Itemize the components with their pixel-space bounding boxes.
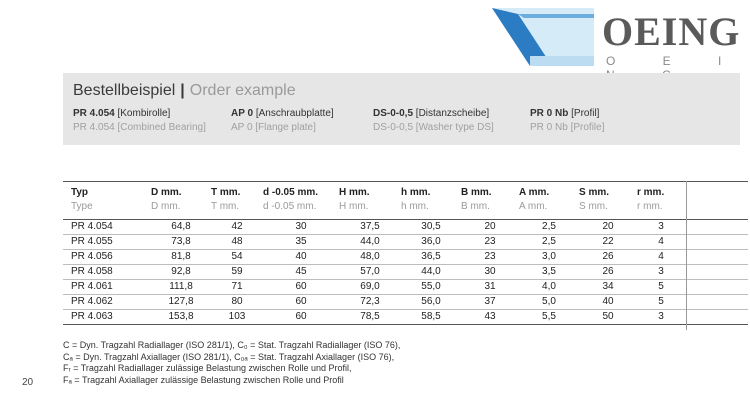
table-right-divider (686, 181, 687, 330)
header-s: S mm. (579, 187, 610, 198)
table-cell: 44,0 (360, 236, 380, 247)
table-cell: 111,8 (169, 281, 193, 292)
table-cell: 3 (658, 266, 664, 277)
cell-type: PR 4.061 (71, 281, 113, 292)
table-cell: 3 (658, 221, 664, 232)
header-d-inner-en: d -0.05 mm. (263, 201, 317, 212)
table-cell: 36,0 (421, 236, 441, 247)
table-header-row-de (63, 182, 748, 201)
table-cell: 36,5 (421, 251, 441, 262)
table-cell: 23 (484, 251, 496, 262)
header-s-en: S mm. (579, 201, 608, 212)
table-cell: 42 (231, 221, 243, 232)
table-cell-empty (685, 265, 748, 280)
footnote: Cₐ = Dyn. Tragzahl Axiallager (ISO 281/1), C₀ₐ = Stat. Tragzahl Axiallager (ISO 76), (63, 351, 395, 362)
order-title-separator: | (180, 82, 185, 99)
page-number: 20 (22, 377, 34, 388)
table-cell: 71 (231, 281, 243, 292)
table-cell: 37 (484, 296, 496, 307)
table-cell-empty (685, 220, 748, 235)
table-cell: 58,5 (421, 311, 441, 322)
table-cell: 72,3 (360, 296, 380, 307)
table-cell: 4 (658, 236, 664, 247)
order-title-en: Order example (189, 82, 296, 99)
table-cell: 22 (602, 236, 614, 247)
table-cell: 69,0 (360, 281, 380, 292)
table-cell: 43 (484, 311, 496, 322)
table-cell: 26 (602, 251, 614, 262)
table-cell: 103 (228, 311, 246, 322)
table-row (63, 265, 748, 280)
brand-name: OEING (602, 9, 741, 54)
table-cell: 20 (484, 221, 496, 232)
table-cell: 26 (602, 266, 614, 277)
cell-type: PR 4.058 (71, 266, 113, 277)
header-t-en: T mm. (211, 201, 240, 212)
header-h-upper-en: H mm. (339, 201, 369, 212)
table-cell: 5 (658, 281, 664, 292)
table-cell: 64,8 (171, 221, 191, 232)
table-cell: 20 (602, 221, 614, 232)
table-cell: 48 (231, 236, 243, 247)
table-row (63, 220, 748, 235)
table-cell-empty (685, 310, 748, 325)
header-r-en: r mm. (637, 201, 663, 212)
order-item-washer: DS-0-0,5 [Distanzscheibe] DS-0-0,5 [Washer type DS] (373, 108, 494, 133)
order-item-flange: AP 0 [Anschraubplatte] AP 0 [Flange plate] (231, 108, 334, 133)
footnote: Fᵣ = Tragzahl Radiallager zulässige Belastung zwischen Rolle und Profil, (63, 363, 352, 374)
table-cell: 127,8 (168, 296, 194, 307)
header-type: Typ (71, 187, 89, 198)
header-d-outer-en: D mm. (151, 201, 181, 212)
table-cell: 3,0 (542, 251, 556, 262)
table-cell: 31 (484, 281, 496, 292)
header-h-lower-en: h mm. (401, 201, 429, 212)
table-cell: 30 (484, 266, 496, 277)
table-cell: 2,5 (542, 236, 556, 247)
table-cell: 50 (602, 311, 614, 322)
table-row (63, 295, 748, 310)
table-row (63, 235, 748, 250)
cell-type: PR 4.063 (71, 311, 113, 322)
cell-type: PR 4.055 (71, 236, 113, 247)
table-cell: 3 (658, 311, 664, 322)
dimension-table (63, 181, 748, 325)
table-cell: 5,5 (542, 311, 556, 322)
table-cell: 60 (295, 281, 307, 292)
table-cell: 55,0 (421, 281, 441, 292)
table-cell: 153,8 (168, 311, 194, 322)
table-cell: 30,5 (421, 221, 441, 232)
table-cell: 3,5 (542, 266, 556, 277)
table-cell: 56,0 (421, 296, 441, 307)
table-cell: 54 (231, 251, 243, 262)
order-title (73, 81, 296, 101)
cell-type: PR 4.062 (71, 296, 113, 307)
table-cell: 4,0 (542, 281, 556, 292)
order-title-de: Bestellbeispiel (73, 82, 176, 99)
header-b-en: B mm. (461, 201, 490, 212)
table-cell: 2,5 (542, 221, 556, 232)
header-h-upper: H mm. (339, 187, 370, 198)
header-b: B mm. (461, 187, 492, 198)
table-cell: 35 (295, 236, 307, 247)
logo-mark-icon (490, 6, 598, 68)
table-cell: 34 (602, 281, 614, 292)
table-row (63, 250, 748, 265)
header-a-en: A mm. (519, 201, 548, 212)
table-cell: 40 (295, 251, 307, 262)
order-item-bearing: PR 4.054 [Kombirolle] PR 4.054 [Combined Bearing] (73, 108, 206, 133)
table-cell: 60 (295, 296, 307, 307)
table-cell: 60 (295, 311, 307, 322)
table-cell: 78,5 (360, 311, 380, 322)
header-r: r mm. (637, 187, 665, 198)
table-cell-empty (685, 295, 748, 310)
order-example-box (63, 73, 740, 145)
brand-subtitle: O E I (606, 54, 744, 68)
table-cell: 92,8 (171, 266, 191, 277)
header-d-outer: D mm. (151, 187, 182, 198)
table-cell-empty (685, 280, 748, 295)
header-a: A mm. (519, 187, 550, 198)
table-cell: 5,0 (542, 296, 556, 307)
table-cell: 73,8 (171, 236, 191, 247)
header-h-lower: h mm. (401, 187, 431, 198)
footnote: C = Dyn. Tragzahl Radiallager (ISO 281/1), C₀ = Stat. Tragzahl Radiallager (ISO 76), (63, 340, 401, 350)
order-item-profile: PR 0 Nb [Profil] PR 0 Nb [Profile] (530, 108, 605, 133)
table-cell: 40 (602, 296, 614, 307)
cell-type: PR 4.056 (71, 251, 113, 262)
footnotes (63, 340, 400, 386)
table-cell-empty (685, 235, 748, 250)
table-row (63, 280, 748, 295)
table-cell: 4 (658, 251, 664, 262)
table-cell: 48,0 (360, 251, 380, 262)
header-empty (685, 182, 748, 201)
table-cell: 23 (484, 236, 496, 247)
table-header-row-en (63, 200, 748, 220)
brand-logo (490, 6, 748, 68)
table-cell: 5 (658, 296, 664, 307)
header-t: T mm. (211, 187, 241, 198)
header-d-inner: d -0.05 mm. (263, 187, 319, 198)
table-cell: 59 (231, 266, 243, 277)
table-cell: 30 (295, 221, 307, 232)
table-cell: 57,0 (360, 266, 380, 277)
table-cell: 44,0 (421, 266, 441, 277)
table-cell-empty (685, 250, 748, 265)
footnote: Fₐ = Tragzahl Axiallager zulässige Belastung zwischen Rolle und Profil (63, 374, 344, 385)
table-cell: 80 (231, 296, 243, 307)
table-cell: 45 (295, 266, 307, 277)
table-row (63, 310, 748, 325)
table-cell: 37,5 (360, 221, 380, 232)
table-cell: 81,8 (171, 251, 191, 262)
cell-type: PR 4.054 (71, 221, 113, 232)
header-empty-en (685, 200, 748, 220)
header-type-en: Type (71, 201, 93, 212)
